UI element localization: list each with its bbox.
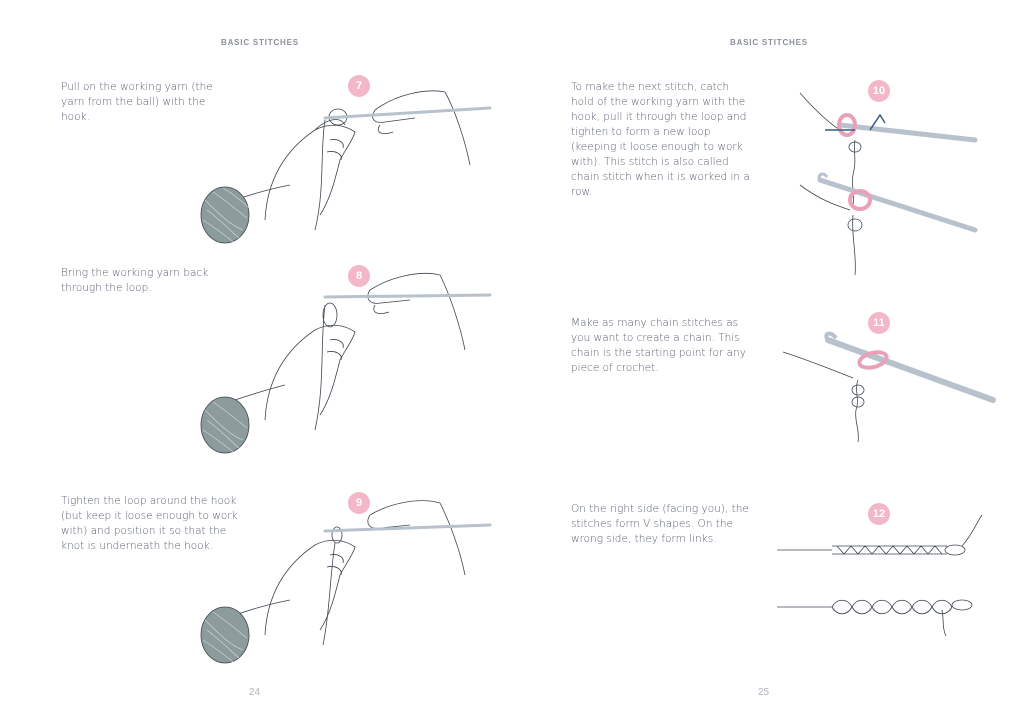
step-10-text: To make the next stitch, catch hold of the working yarn with the hook, pull it through the loop and tighten to form a new loop (keeping it loose enough to work with). This stitch is also called chain stitch when it is worked in a row. xyxy=(571,81,750,198)
step-11-text: Make as many chain stitches as you want to create a chain. This chain is the starting point for any piece of crochet. xyxy=(571,317,746,374)
right-page xyxy=(510,0,1020,726)
step-9-illustration xyxy=(195,495,495,670)
step-8-badge: 8 xyxy=(348,265,370,287)
step-7-text: Pull on the working yarn (the yarn from the ball) with the hook. xyxy=(61,81,213,123)
running-head: BASIC STITCHES xyxy=(221,38,299,47)
step-12-text: On the right side (facing you), the stitches form V shapes. On the wrong side, they form links. xyxy=(571,503,749,545)
step-7-illustration xyxy=(195,80,495,250)
step-9-text: Tighten the loop around the hook (but keep it loose enough to work with) and position it so that the knot is underneath the hook. xyxy=(61,495,238,552)
page-number: 24 xyxy=(249,687,261,698)
step-10-illustration xyxy=(795,85,995,280)
step-9-badge: 9 xyxy=(348,492,370,514)
step-11-illustration xyxy=(778,330,998,450)
step-12-illustration xyxy=(772,510,1002,640)
step-7-badge: 7 xyxy=(348,75,370,97)
step-12-badge: 12 xyxy=(868,503,890,525)
step-10-badge: 10 xyxy=(868,80,890,102)
step-11-badge: 11 xyxy=(868,312,890,334)
step-8-illustration xyxy=(195,265,495,460)
running-head: BASIC STITCHES xyxy=(730,38,808,47)
step-8-text: Bring the working yarn back through the loop. xyxy=(61,267,209,294)
page-number: 25 xyxy=(758,687,770,698)
